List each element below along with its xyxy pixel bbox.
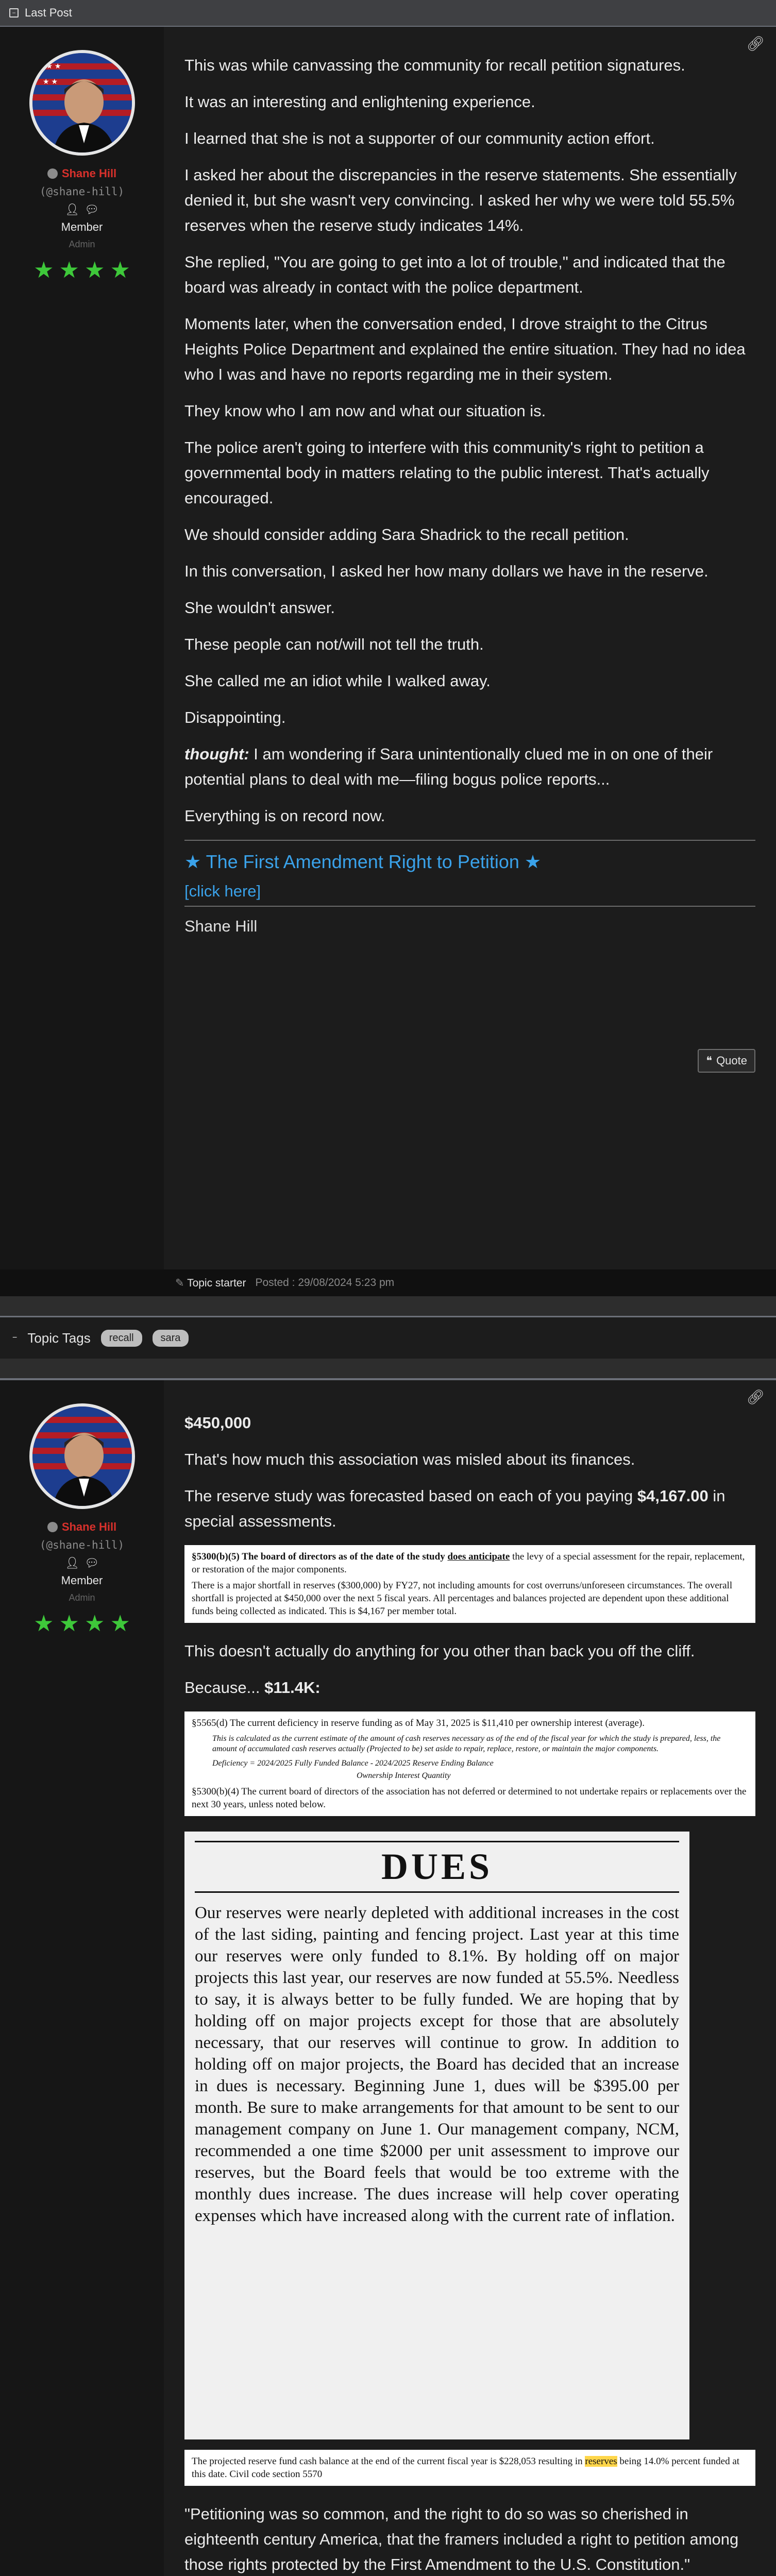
author-sidebar <box>0 1380 164 2576</box>
post-content <box>164 27 776 1269</box>
post-paragraph <box>184 1483 755 1534</box>
signature: Shane Hill <box>184 906 755 936</box>
quote-label: Quote <box>716 1054 747 1067</box>
text-span: The reserve study was forecasted based on each of you paying <box>184 1487 637 1505</box>
doc-text: does anticipate <box>447 1551 510 1562</box>
post-1 <box>0 27 776 1269</box>
minus-box-icon[interactable]: − <box>12 1333 18 1342</box>
doc-text: The projected reserve fund cash balance at the end of the current fiscal year is $228,053 resulting in <box>192 2456 585 2467</box>
doc-text: being 14.0% percent funded at this date. Civil code section 5570 <box>192 2456 740 2480</box>
post-paragraph: These people can not/will not tell the truth. <box>184 635 484 653</box>
author-name[interactable]: Shane Hill <box>61 167 117 180</box>
post-paragraph: I asked her about the discrepancies in the reserve statements. She essentially denied it, but she wasn't very convincing. I asked her why we were told 55.5% reserves when the reserve study indicates 14%. <box>184 166 737 234</box>
topic-header-bar <box>0 0 776 27</box>
thought-text: I am wondering if Sara unintentionally clued me in on one of their potential plans to deal with me—filing bogus police reports... <box>184 745 713 788</box>
text-span: Because... <box>184 1679 265 1697</box>
post-paragraph: That's how much this association was misled about its finances. <box>184 1450 635 1468</box>
author-sidebar <box>0 27 164 1269</box>
permalink-icon[interactable]: 🔗︎ <box>746 1389 765 1405</box>
message-icon[interactable]: 💬︎ <box>85 203 99 216</box>
doc-text: §5565(d) The current deficiency in reserve funding as of May 31, 2025 is $11,410 per ownership interest (average). <box>192 1718 645 1728</box>
posted-timestamp: Posted : 29/08/2024 5:23 pm <box>255 1277 395 1289</box>
deficiency-amount: $11.4K: <box>264 1679 320 1697</box>
svg-text:★ ★ ★: ★ ★ ★ <box>37 62 61 70</box>
petition-quote: "Petitioning was so common, and the right to do so was so cherished in eighteenth century America, that the framers included a right to petition among those rights protected by the First Amendment to the U.S. Constitution." <box>184 2505 739 2573</box>
author-handle: (@shane-hill) <box>39 1539 125 1551</box>
post-paragraph: It was an interesting and enlightening experience. <box>184 93 535 111</box>
text-span: in special assessments. <box>184 1487 726 1530</box>
last-post-title: Last Post <box>25 6 72 19</box>
post-paragraph: We should consider adding Sara Shadrick to the recall petition. <box>184 526 629 544</box>
amount-value: $450,000 <box>184 1414 251 1432</box>
quote-icon: ❝ <box>706 1054 713 1067</box>
post-paragraph: They know who I am now and what our situation is. <box>184 402 546 420</box>
post-paragraph: She called me an idiot while I walked away. <box>184 672 491 690</box>
record-paragraph: Everything is on record now. <box>184 807 385 825</box>
star-icon: ★ <box>85 258 105 283</box>
avatar[interactable] <box>29 1403 135 1509</box>
post-2 <box>0 1380 776 2576</box>
author-rank: Admin <box>69 239 95 249</box>
profile-icon[interactable]: 👤︎ <box>65 203 79 216</box>
reserve-study-excerpt-2 <box>184 1711 755 1816</box>
post-footer <box>0 1269 776 1296</box>
author-role: Member <box>61 221 103 233</box>
post-paragraph: Moments later, when the conversation ended, I drove straight to the Citrus Heights Police Department and explained the entire situation. They had no idea who I was and have no reports regarding me in their system. <box>184 315 746 383</box>
star-icon: ★ <box>33 258 54 283</box>
doc-text: §5300(b)(4) The current board of directors of the association has not deferred or determined to not undertake repairs or replacements over the next 30 years, unless noted below. <box>192 1786 747 1810</box>
pen-icon: ✎ <box>175 1277 184 1289</box>
author-handle: (@shane-hill) <box>39 185 125 198</box>
permalink-icon[interactable]: 🔗︎ <box>746 36 765 52</box>
author-name[interactable]: Shane Hill <box>61 1520 117 1533</box>
doc-text-highlight: reserves <box>585 2456 617 2467</box>
reserve-study-excerpt-1 <box>184 1545 755 1623</box>
assessment-amount: $4,167.00 <box>637 1487 708 1505</box>
message-icon[interactable]: 💬︎ <box>85 1556 99 1569</box>
author-rank: Admin <box>69 1592 95 1603</box>
amount-heading <box>184 1410 755 1435</box>
doc-text: Ownership Interest Quantity <box>357 1771 451 1780</box>
star-icon: ★ <box>33 1611 54 1636</box>
post-paragraph: She replied, "You are going to get into a lot of trouble," and indicated that the board was already in contact with the police department. <box>184 253 726 296</box>
first-amendment-link[interactable]: ★ The First Amendment Right to Petition ★ <box>184 851 542 872</box>
newsletter-heading: DUES <box>195 1841 679 1893</box>
post-paragraph: This was while canvassing the community for recall petition signatures. <box>184 56 685 74</box>
dues-newsletter-image <box>184 1832 689 2439</box>
click-here-link[interactable]: [click here] <box>184 882 261 900</box>
reserve-study-excerpt-3 <box>184 2450 755 2486</box>
newsletter-body: Our reserves were nearly depleted with additional increases in the cost of the last siding, painting and fencing project. Last year at this time our reserves were only funded to 8.1%. By holding off on major projects this last year, our reserves are now funded at 55.5%. Needless to say, it is always better to be fully funded. We are hoping that by holding off on major projects except for those that are absolutely necessary, that our reserves will continue to grow. In addition to holding off on major projects, the Board has decided that an increase in dues is necessary. Beginning June 1, dues will be $395.00 per month. Be sure to make arrangements for that amount to be sent to our management company on June 1. Our management company, NCM, recommended a one time $2000 per unit assessment to improve our reserves, but the Board feels that would be too extreme with the monthly dues increase. The dues increase will help cover operating expenses which have increased along with the current rate of inflation. <box>195 1904 679 2225</box>
doc-text: the levy of a special assessment for the repair, replacement, or restoration of the major components. <box>192 1551 745 1575</box>
minus-box-icon[interactable]: − <box>9 8 19 18</box>
topic-tags-label: Topic Tags <box>27 1330 91 1346</box>
offline-status-icon <box>47 168 58 179</box>
topic-starter-badge <box>175 1277 246 1290</box>
post-paragraph <box>184 1675 755 1700</box>
star-icon: ★ <box>59 1611 79 1636</box>
star-icon: ★ <box>59 258 79 283</box>
rank-stars <box>33 1613 130 1635</box>
thought-paragraph <box>184 741 755 792</box>
post-content <box>164 1380 776 2576</box>
avatar[interactable] <box>29 50 135 156</box>
doc-text: §5300(b)(5) The board of directors as of the date of the study <box>192 1551 448 1562</box>
offline-status-icon <box>47 1522 58 1532</box>
svg-text:★ ★: ★ ★ <box>42 77 58 86</box>
post-paragraph: Disappointing. <box>184 708 286 726</box>
star-icon: ★ <box>110 1611 130 1636</box>
profile-icon[interactable]: 👤︎ <box>65 1556 79 1569</box>
post-paragraph: She wouldn't answer. <box>184 599 335 617</box>
star-icon: ★ <box>85 1611 105 1636</box>
post-paragraph: I learned that she is not a supporter of our community action effort. <box>184 129 655 147</box>
tag-sara[interactable]: sara <box>153 1330 189 1347</box>
post-paragraph: This doesn't actually do anything for you other than back you off the cliff. <box>184 1642 695 1660</box>
doc-text: There is a major shortfall in reserves ($300,000) by FY27, not including amounts for cost overruns/unforeseen circumstances. The overall shortfall is projected at $450,000 over the next 5 fiscal years. All percentages and balances projected are dependent upon these additional funds being collected as indicated. This is $4,167 per member total. <box>192 1580 733 1617</box>
rank-stars <box>33 259 130 282</box>
post-paragraph: The police aren't going to interfere with this community's right to petition a governmental body in matters relating to the public interest. That's actually encouraged. <box>184 438 710 507</box>
topic-starter-label: Topic starter <box>187 1277 246 1289</box>
doc-text: This is calculated as the current estimate of the amount of cash reserves necessary as of the end of the fiscal year for which the study is prepared, less, the amount of accumulated cash reserves actually (Projected to be) set aside to repair, replace, restore, or maintain the major components. <box>212 1734 721 1753</box>
star-icon: ★ <box>110 258 130 283</box>
divider <box>184 840 755 841</box>
thought-label: thought: <box>184 745 249 763</box>
tag-recall[interactable]: recall <box>101 1330 142 1347</box>
doc-text: Deficiency = 2024/2025 Fully Funded Balance - 2024/2025 Reserve Ending Balance <box>212 1759 494 1768</box>
quote-button[interactable] <box>698 1049 755 1073</box>
post-paragraph: In this conversation, I asked her how many dollars we have in the reserve. <box>184 562 708 580</box>
author-role: Member <box>61 1574 103 1587</box>
topic-tags-bar <box>0 1316 776 1359</box>
